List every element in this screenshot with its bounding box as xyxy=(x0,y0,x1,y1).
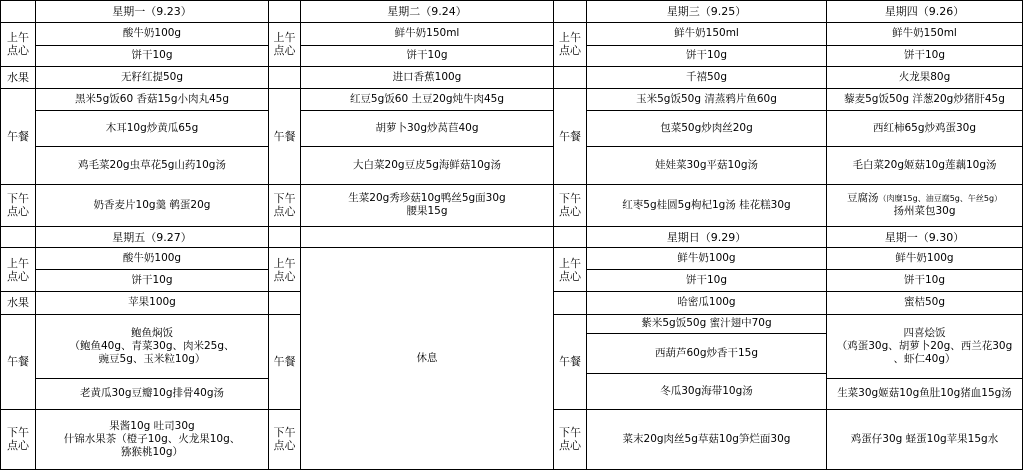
menu-line: 四喜烩饭 xyxy=(903,326,946,339)
menu-item: 大白菜20g豆皮5g海鲜菇10g汤 xyxy=(301,146,554,184)
blank-cell xyxy=(269,226,301,248)
menu-item: 酸牛奶100g xyxy=(36,22,269,45)
menu-item: 鲜牛奶100g xyxy=(827,248,1023,270)
menu-item: 木耳10g炒黄瓜65g xyxy=(36,110,269,146)
rest-cell: 休息 xyxy=(301,248,554,470)
row-label-snack-pm: 下午点心 xyxy=(269,409,301,469)
row-label-lunch: 午餐 xyxy=(1,314,36,409)
menu-item xyxy=(36,314,269,378)
menu-item: 鲜牛奶150ml xyxy=(587,22,827,45)
menu-item: 娃娃菜30g平菇10g汤 xyxy=(587,146,827,184)
menu-item: 鲜牛奶150ml xyxy=(301,22,554,45)
menu-line: 扬州菜包30g xyxy=(893,205,956,218)
day-header: 星期日（9.29） xyxy=(587,226,827,248)
row-label-snack-pm: 下午点心 xyxy=(554,185,587,226)
menu-item: 鲜牛奶100g xyxy=(587,248,827,270)
menu-item: 鲜牛奶150ml xyxy=(827,22,1023,45)
row-label-snack-pm: 下午点心 xyxy=(269,185,301,226)
menu-line-main: 豆腐汤 xyxy=(846,192,879,205)
row-label-lunch: 午餐 xyxy=(554,88,587,184)
menu-line: 、虾仁40g） xyxy=(893,352,956,365)
menu-item: 饼干10g xyxy=(587,45,827,67)
row-label-snack-pm: 下午点心 xyxy=(554,409,587,469)
blank-cell xyxy=(554,1,587,23)
row-label-lunch: 午餐 xyxy=(269,88,301,184)
menu-item: 饼干10g xyxy=(301,45,554,67)
row-label-fruit: 水果 xyxy=(1,291,36,314)
day-header: 星期五（9.27） xyxy=(36,226,269,248)
blank-cell xyxy=(554,67,587,89)
row-label-snack-am: 上午点心 xyxy=(269,22,301,67)
blank-cell xyxy=(269,67,301,89)
menu-item: 饼干10g xyxy=(827,270,1023,292)
menu-item: 饼干10g xyxy=(36,270,269,292)
menu-item: 西红柿65g炒鸡蛋30g xyxy=(827,110,1023,146)
menu-item: 紫米5g饭50g 蜜汁翅中70g xyxy=(587,314,827,334)
menu-item: 奶香麦片10g羹 鹌蛋20g xyxy=(36,185,269,226)
menu-item: 包菜50g炒肉丝20g xyxy=(587,110,827,146)
header-row-week2 xyxy=(1,226,1023,248)
menu-item: 菜末20g肉丝5g草菇10g笋烂面30g xyxy=(587,409,827,469)
menu-line: 鲍鱼焖饭 xyxy=(131,326,173,339)
row-label-snack-pm: 下午点心 xyxy=(1,185,36,226)
row-label-snack-am: 上午点心 xyxy=(269,248,301,291)
row-label-lunch: 午餐 xyxy=(1,88,36,184)
menu-item: 藜麦5g饭50g 洋葱20g炒猪肝45g xyxy=(827,88,1023,110)
day-header: 星期三（9.25） xyxy=(587,1,827,23)
header-row-week1 xyxy=(1,1,1023,23)
menu-line: （鲍鱼40g、青菜30g、肉米25g、 xyxy=(69,339,235,352)
day-header: 星期二（9.24） xyxy=(301,1,554,23)
menu-item: 进口香蕉100g xyxy=(301,67,554,89)
blank-cell xyxy=(269,291,301,314)
menu-item: 生菜30g姬菇10g鱼肚10g猪血15g汤 xyxy=(827,378,1023,409)
menu-line: 果酱10g 吐司30g xyxy=(109,419,195,432)
menu-item xyxy=(827,185,1023,226)
menu-line: 什锦水果茶（橙子10g、火龙果10g、 xyxy=(63,432,241,445)
row-label-snack-am: 上午点心 xyxy=(554,248,587,291)
menu-item: 鸡毛菜20g虫草花5g山药10g汤 xyxy=(36,146,269,184)
menu-item: 西葫芦60g炒香干15g xyxy=(587,334,827,373)
row-label-snack-pm: 下午点心 xyxy=(1,409,36,469)
menu-line-detail: （肉糜15g、油豆腐5g、午丝5g） xyxy=(878,194,1003,204)
menu-item: 红豆5g饭60 土豆20g炖牛肉45g xyxy=(301,88,554,110)
menu-item: 蜜桔50g xyxy=(827,291,1023,314)
menu-line: （鸡蛋30g、胡萝卜20g、西兰花30g xyxy=(836,339,1013,352)
blank-cell xyxy=(554,291,587,314)
menu-item: 饼干10g xyxy=(827,45,1023,67)
menu-item: 鸡蛋仔30g 蛏蛋10g苹果15g水 xyxy=(827,409,1023,469)
menu-item: 饼干10g xyxy=(587,270,827,292)
menu-line: 生菜20g秀珍菇10g鸭丝5g面30g xyxy=(348,192,506,205)
day-header: 星期一（9.30） xyxy=(827,226,1023,248)
blank-cell xyxy=(301,226,554,248)
menu-item: 老黄瓜30g豆瓣10g排骨40g汤 xyxy=(36,378,269,409)
menu-item: 红枣5g桂圆5g枸杞1g汤 桂花糕30g xyxy=(587,185,827,226)
menu-line xyxy=(829,192,1020,205)
menu-item xyxy=(301,185,554,226)
menu-item: 玉米5g饭50g 清蒸鸦片鱼60g xyxy=(587,88,827,110)
menu-item: 饼干10g xyxy=(36,45,269,67)
menu-line: 豌豆5g、玉米粒10g） xyxy=(98,352,206,365)
blank-cell xyxy=(1,1,36,23)
menu-item xyxy=(36,409,269,469)
menu-item: 冬瓜30g海带10g汤 xyxy=(587,373,827,409)
menu-item: 胡萝卜30g炒莴苣40g xyxy=(301,110,554,146)
menu-item: 千禧50g xyxy=(587,67,827,89)
row-label-snack-am: 上午点心 xyxy=(554,22,587,67)
menu-item: 无籽红提50g xyxy=(36,67,269,89)
blank-cell xyxy=(554,226,587,248)
menu-item xyxy=(827,314,1023,378)
row-label-snack-am: 上午点心 xyxy=(1,22,36,67)
menu-line: 腰果15g xyxy=(406,205,448,218)
menu-item: 哈密瓜100g xyxy=(587,291,827,314)
menu-item: 苹果100g xyxy=(36,291,269,314)
menu-item: 酸牛奶100g xyxy=(36,248,269,270)
day-header: 星期一（9.23） xyxy=(36,1,269,23)
menu-item: 火龙果80g xyxy=(827,67,1023,89)
row-label-lunch: 午餐 xyxy=(269,314,301,409)
row-label-fruit: 水果 xyxy=(1,67,36,89)
blank-cell xyxy=(1,226,36,248)
row-label-lunch: 午餐 xyxy=(554,314,587,409)
day-header: 星期四（9.26） xyxy=(827,1,1023,23)
menu-item: 毛白菜20g姬菇10g莲藕10g汤 xyxy=(827,146,1023,184)
row-label-snack-am: 上午点心 xyxy=(1,248,36,291)
menu-item: 黑米5g饭60 香菇15g小肉丸45g xyxy=(36,88,269,110)
blank-cell xyxy=(269,1,301,23)
menu-line: 猕猴桃10g） xyxy=(120,445,184,458)
